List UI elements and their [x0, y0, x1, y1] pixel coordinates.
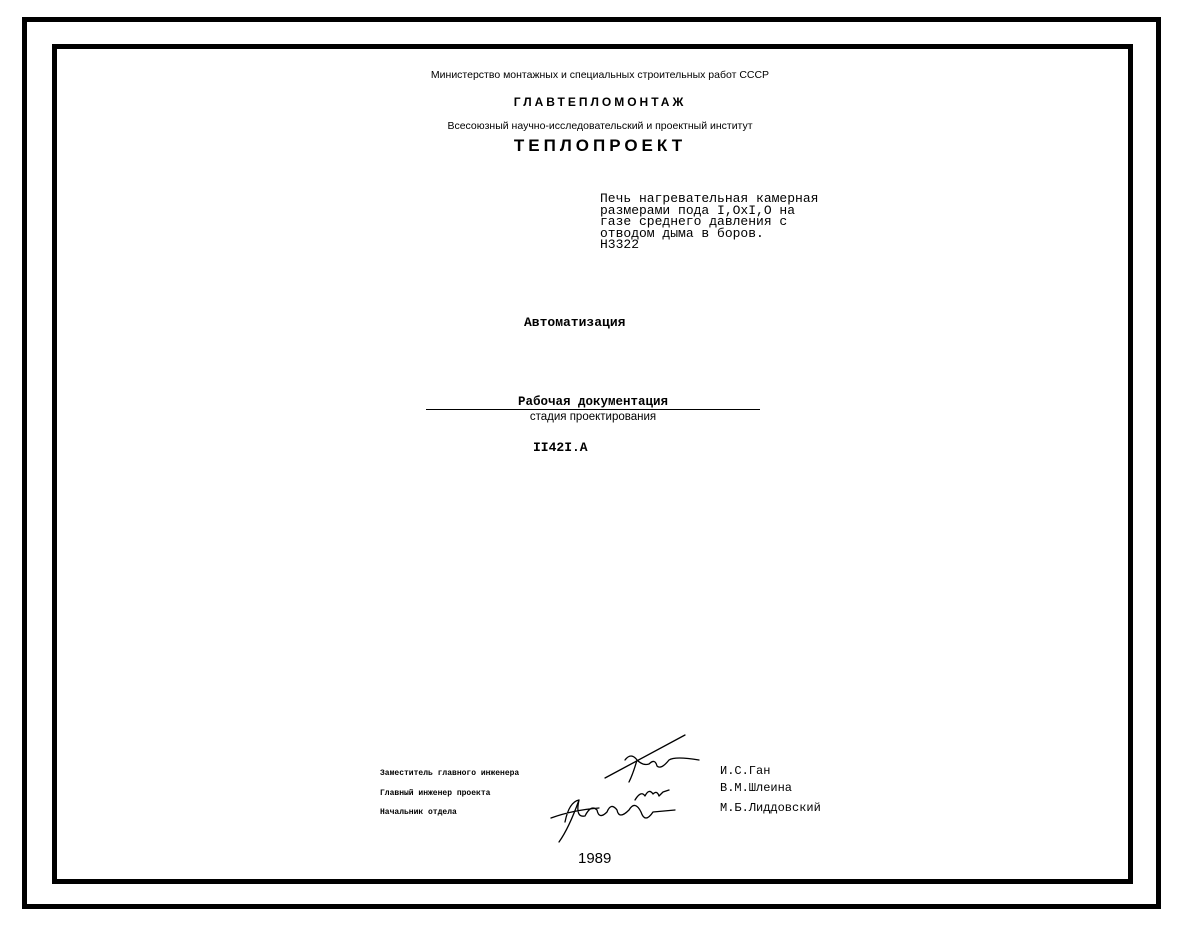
- document-code: II42I.А: [533, 440, 588, 455]
- signer-name: И.С.Ган: [720, 764, 771, 778]
- description-line: отводом дыма в боров.: [600, 225, 764, 241]
- year: 1989: [578, 850, 612, 867]
- handwritten-signatures: [545, 730, 715, 845]
- object-description: [600, 193, 818, 251]
- description-line: Печь нагревательная камерная: [600, 191, 819, 206]
- role-chief-project-engineer: Главный инженер проекта: [380, 789, 491, 798]
- description-code: Н3322: [600, 237, 640, 252]
- signer-name: В.М.Шлеина: [720, 781, 793, 795]
- institute-title: Всесоюзный научно-исследовательский и проектный институт: [447, 120, 753, 132]
- role-department-head: Начальник отдела: [380, 808, 457, 817]
- institute-name: ТЕПЛОПРОЕКТ: [513, 136, 687, 155]
- stage-rule: [426, 409, 760, 410]
- section-title: Автоматизация: [524, 315, 626, 330]
- signer-name: М.Б.Лиддовский: [720, 801, 821, 815]
- ministry-title: Министерство монтажных и специальных строительных работ СССР: [430, 69, 770, 81]
- description-line: размерами пода I,OxI,O на: [600, 202, 796, 218]
- description-line: газе среднего давления с: [600, 214, 788, 229]
- design-stage: стадия проектирования: [529, 411, 657, 423]
- doc-type: Рабочая документация: [517, 395, 669, 409]
- trust-title: ГЛАВТЕПЛОМОНТАЖ: [513, 95, 687, 109]
- role-deputy-chief-engineer: Заместитель главного инженера: [380, 769, 520, 778]
